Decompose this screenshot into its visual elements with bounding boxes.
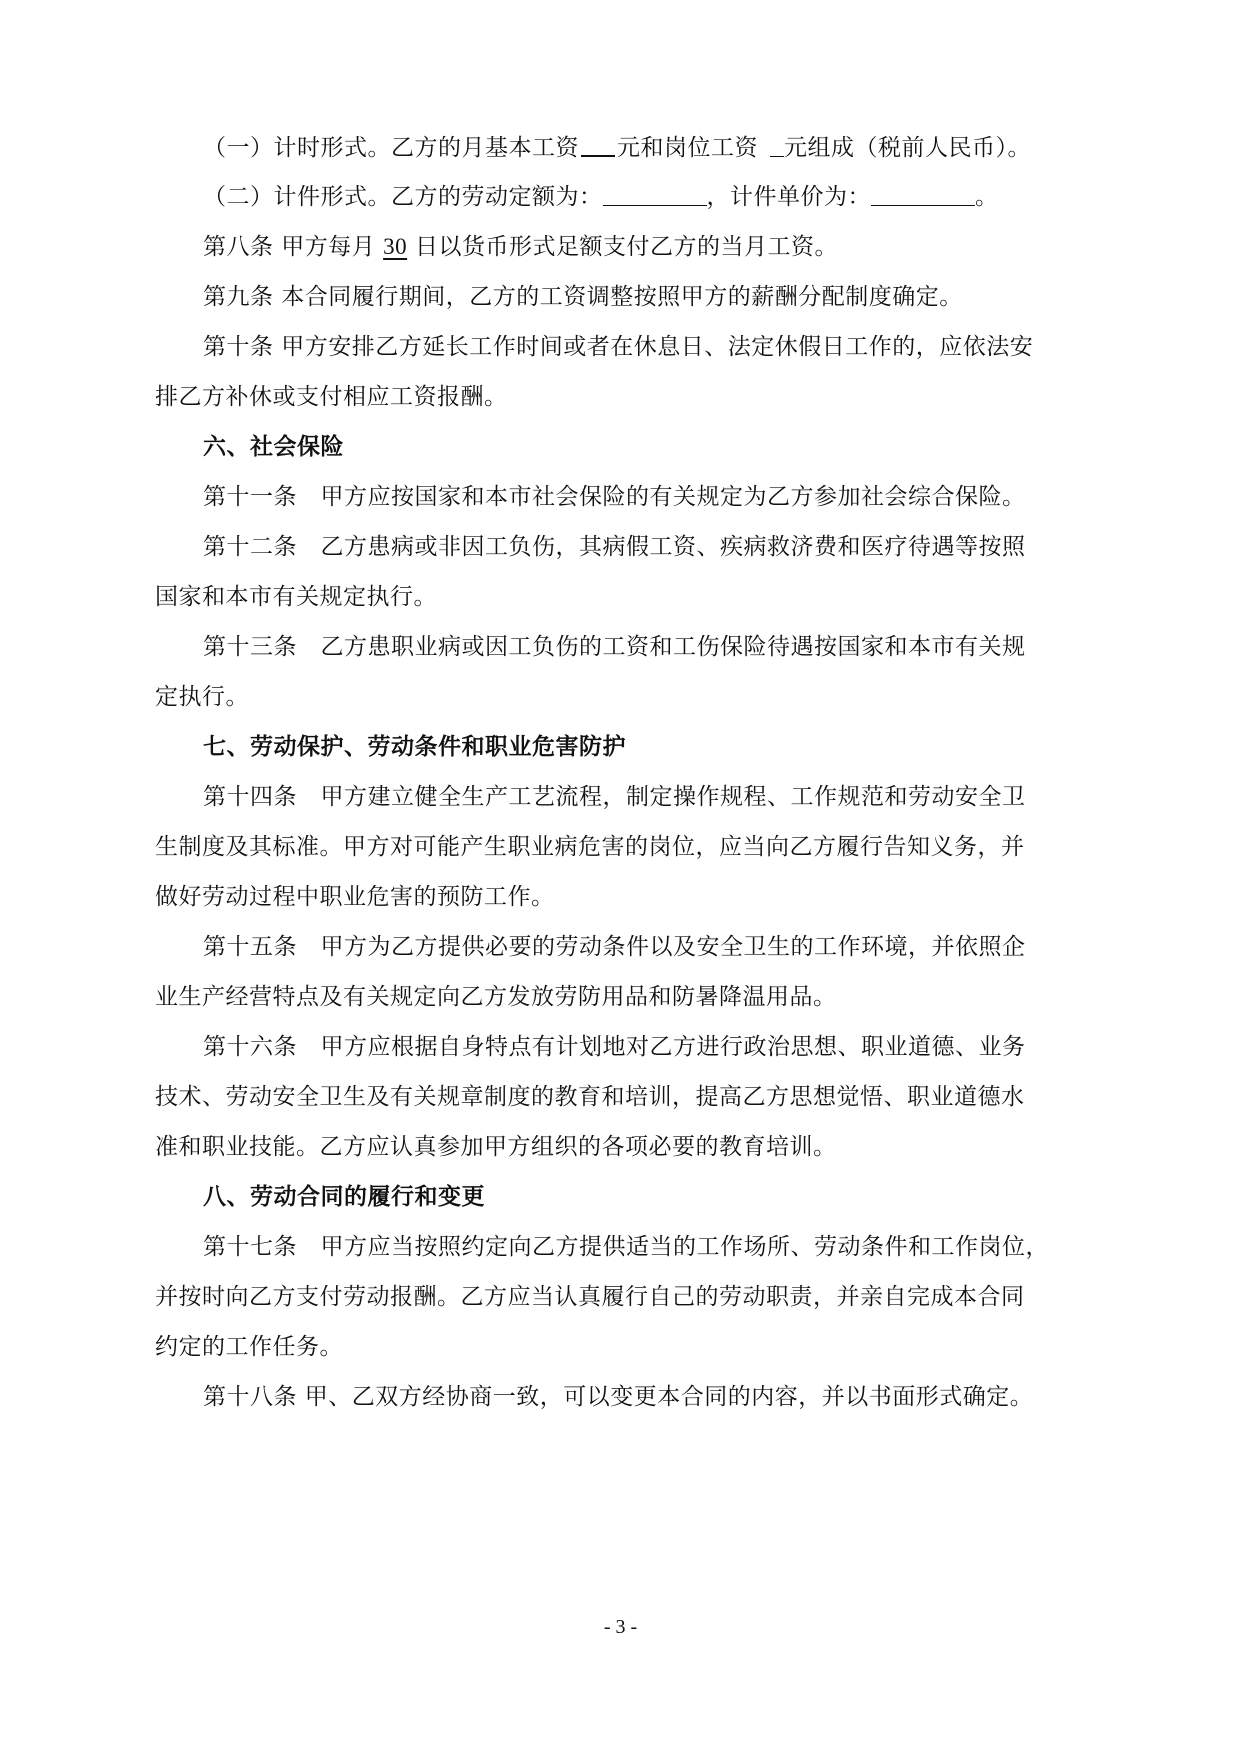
blank-field bbox=[603, 183, 707, 206]
clause-15-line-2: 业生产经营特点及有关规定向乙方发放劳防用品和防暑降温用品。 bbox=[155, 984, 837, 1010]
text-segment: 日以货币形式足额支付乙方的当月工资。 bbox=[414, 234, 838, 260]
text-segment: （二）计件形式。乙方的劳动定额为： bbox=[203, 184, 603, 210]
clause-13-line-2: 定执行。 bbox=[155, 684, 249, 710]
clause-line-piece-rate bbox=[0, 181, 1241, 213]
section-heading-labor-protection: 七、劳动保护、劳动条件和职业危害防护 bbox=[203, 734, 626, 760]
clause-line-time-based bbox=[0, 132, 1241, 164]
clause-15-line-1: 第十五条 甲方为乙方提供必要的劳动条件以及安全卫生的工作环境，并依照企 bbox=[203, 934, 1026, 960]
text-segment: 第八条 甲方每月 bbox=[203, 234, 376, 260]
clause-18: 第十八条 甲、乙双方经协商一致，可以变更本合同的内容，并以书面形式确定。 bbox=[203, 1384, 1034, 1410]
clause-12-line-1: 第十二条 乙方患病或非因工负伤，其病假工资、疾病救济费和医疗待遇等按照 bbox=[203, 534, 1026, 560]
section-heading-social-insurance: 六、社会保险 bbox=[203, 434, 344, 460]
section-heading-contract-performance: 八、劳动合同的履行和变更 bbox=[203, 1184, 485, 1210]
clause-12-line-2: 国家和本市有关规定执行。 bbox=[155, 584, 437, 610]
clause-14-line-3: 做好劳动过程中职业危害的预防工作。 bbox=[155, 884, 555, 910]
clause-13-line-1: 第十三条 乙方患职业病或因工负伤的工资和工伤保险待遇按国家和本市有关规 bbox=[203, 634, 1026, 660]
clause-17-line-2: 并按时向乙方支付劳动报酬。乙方应当认真履行自己的劳动职责，并亲自完成本合同 bbox=[155, 1284, 1025, 1310]
text-segment: ，计件单价为： bbox=[706, 184, 871, 210]
clause-16-line-3: 准和职业技能。乙方应认真参加甲方组织的各项必要的教育培训。 bbox=[155, 1134, 837, 1160]
pay-day-value: 30 bbox=[383, 234, 408, 259]
clause-8 bbox=[0, 231, 1241, 263]
blank-field bbox=[770, 134, 784, 157]
text-segment: （一）计时形式。乙方的月基本工资 bbox=[203, 135, 579, 161]
clause-9: 第九条 本合同履行期间，乙方的工资调整按照甲方的薪酬分配制度确定。 bbox=[203, 284, 963, 310]
page-number: - 3 - bbox=[603, 1616, 638, 1638]
clause-16-line-2: 技术、劳动安全卫生及有关规章制度的教育和培训，提高乙方思想觉悟、职业道德水 bbox=[155, 1084, 1025, 1110]
blank-field bbox=[871, 183, 975, 206]
text-segment: 。 bbox=[975, 184, 999, 210]
blank-field bbox=[581, 133, 615, 157]
clause-11: 第十一条 甲方应按国家和本市社会保险的有关规定为乙方参加社会综合保险。 bbox=[203, 484, 1026, 510]
clause-16-line-1: 第十六条 甲方应根据自身特点有计划地对乙方进行政治思想、职业道德、业务 bbox=[203, 1034, 1026, 1060]
clause-14-line-2: 生制度及其标准。甲方对可能产生职业病危害的岗位，应当向乙方履行告知义务，并 bbox=[155, 834, 1025, 860]
clause-10-line-2: 排乙方补休或支付相应工资报酬。 bbox=[155, 384, 508, 410]
text-segment: 元和岗位工资 bbox=[617, 135, 758, 161]
clause-17-line-1: 第十七条 甲方应当按照约定向乙方提供适当的工作场所、劳动条件和工作岗位， bbox=[203, 1234, 1049, 1260]
clause-17-line-3: 约定的工作任务。 bbox=[155, 1334, 343, 1360]
clause-14-line-1: 第十四条 甲方建立健全生产工艺流程，制定操作规程、工作规范和劳动安全卫 bbox=[203, 784, 1026, 810]
clause-10-line-1: 第十条 甲方安排乙方延长工作时间或者在休息日、法定休假日工作的，应依法安 bbox=[203, 334, 1034, 360]
text-segment: 元组成（税前人民币）。 bbox=[784, 135, 1031, 161]
